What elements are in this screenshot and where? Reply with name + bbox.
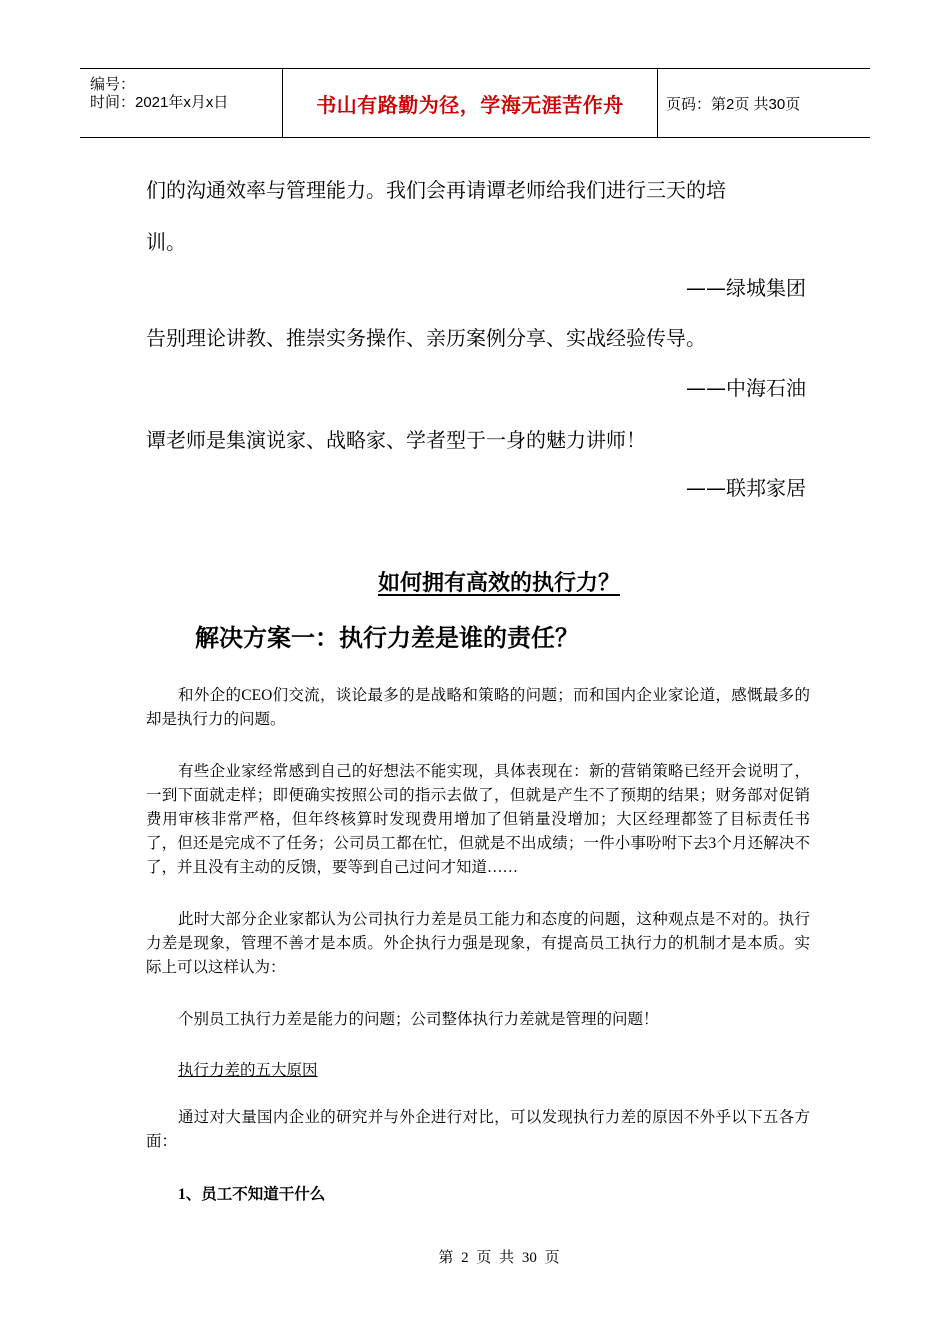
quote-1-line-1: 们的沟通效率与管理能力。我们会再请谭老师给我们进行三天的培 [146, 178, 726, 202]
paragraph-4: 个别员工执行力差是能力的问题；公司整体执行力差就是管理的问题！ [178, 1011, 659, 1028]
quote-3-source: ——联邦家居 [686, 476, 806, 500]
time-label: 时间：2021年x月x日 [90, 94, 229, 111]
page-info: 页码：第2页 共30页 [666, 95, 801, 113]
page-footer: 第 2 页 共 30 页 [438, 1250, 560, 1266]
paragraph-2: 有些企业家经常感到自己的好想法不能实现，具体表现在：新的营销策略已经开会说明了，一到下面就走样；即便确实按照公司的指示去做了，但就是产生不了预期的结果；财务部对促销费用审核非常严格，但年终核算时发现费用增加了但销量没增加；大区经理都签了目标责任书了，但还是完成不了任务；公司员工都在忙，但就是不出成绩；一件小事吩咐下去3个月还解决不了，并且没有主动的反馈，要等到自己过问才知道…… [146, 763, 810, 876]
paragraph-3: 此时大部分企业家都认为公司执行力差是员工能力和态度的问题，这种观点是不对的。执行力差是现象，管理不善才是本质。外企执行力强是现象，有提高员工执行力的机制才是本质。实际上可以这样认为： [146, 911, 810, 976]
quote-1-source: ——绿城集团 [686, 276, 806, 300]
quote-3-line-1: 谭老师是集演说家、战略家、学者型于一身的魅力讲师！ [146, 428, 646, 452]
header-table [80, 68, 870, 138]
sub-title: 解决方案一：执行力差是谁的责任？ [195, 624, 579, 652]
main-title [0, 566, 950, 597]
number-label: 编号： [90, 76, 136, 93]
header-motto-cell [283, 69, 658, 137]
section-heading: 执行力差的五大原因 [178, 1062, 318, 1079]
quote-2-source: ——中海石油 [686, 376, 806, 400]
paragraph-1: 和外企的CEO们交流，谈论最多的是战略和策略的问题；而和国内企业家论道，感慨最多的却是执行力的问题。 [146, 687, 810, 728]
quote-2-line-1: 告别理论讲教、推崇实务操作、亲历案例分享、实战经验传导。 [146, 326, 706, 350]
header-page-cell [658, 69, 870, 137]
header-left-cell [80, 69, 283, 137]
main-title-text: 如何拥有高效的执行力？ [377, 571, 620, 596]
motto-text: 书山有路勤为径，学海无涯苦作舟 [316, 92, 624, 117]
quote-1-line-2: 训。 [146, 230, 186, 254]
paragraph-reasons: 通过对大量国内企业的研究并与外企进行对比，可以发现执行力差的原因不外乎以下五各方面： [146, 1109, 810, 1150]
list-item-1: 1、员工不知道干什么 [178, 1186, 326, 1203]
